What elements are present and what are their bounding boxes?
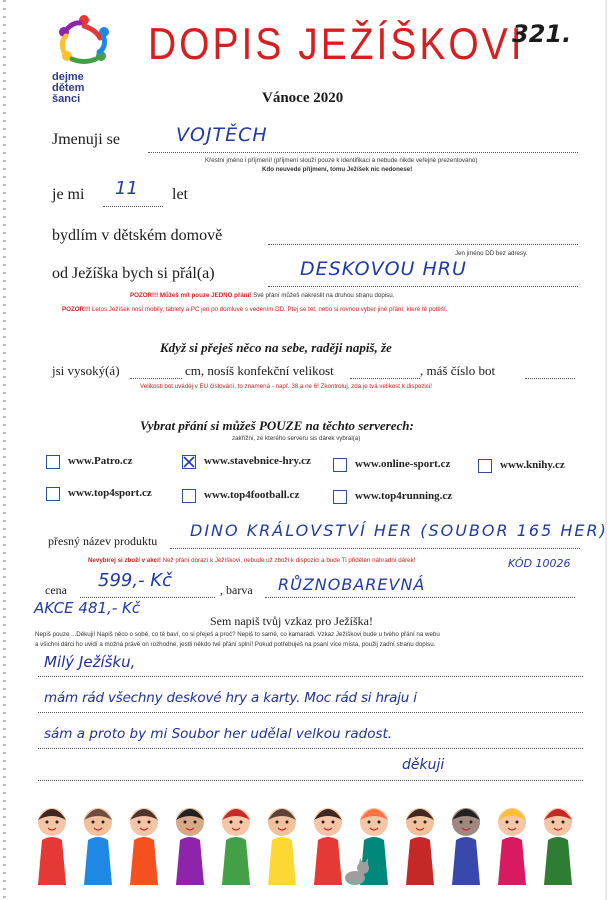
height-label: jsi vysoký(á)	[52, 363, 120, 378]
home-label: bydlím v dětském domově	[52, 227, 223, 244]
wish-line	[268, 286, 578, 287]
logo-figures-icon	[54, 14, 114, 72]
name-warning: Kdo neuvede příjmení, tomu Ježíšek nic nedonese!	[262, 166, 413, 173]
logo	[50, 14, 120, 114]
server-label-4: www.knihy.cz	[500, 459, 565, 471]
logo-line-2: dětem	[52, 82, 85, 94]
stock-warning-bold: Nevybírej si zboží v akci!	[88, 557, 161, 564]
child-figure	[130, 808, 158, 885]
server-label-6: www.top4football.cz	[204, 489, 300, 501]
server-checkbox-5[interactable]	[46, 487, 60, 501]
wish-warning-1	[130, 292, 394, 299]
paper-edge	[605, 0, 607, 900]
server-label-3: www.online-sport.cz	[355, 458, 451, 470]
message-note-1: Nepiš pouze ...Děkuji! Napiš něco o sobě, co tě baví, co si přeješ a proč? Nepiš to samé, co kamarádi. Vzkaz Ježíškovi bude u tvého přání na webu	[35, 631, 440, 638]
page-title: DOPIS JEŽÍŠKOVI	[148, 20, 525, 70]
color-value[interactable]: RŮZNOBAREVNÁ	[278, 575, 426, 594]
age-value[interactable]: 11	[115, 178, 138, 199]
clothes-heading: Když si přeješ něco na sebe, raději napiš, že	[160, 340, 392, 355]
servers-note: zakřížni, ze kterého serveru sis dárek vybral(a)	[232, 435, 361, 442]
wish-warning-1-bold: POZOR!!! Můžeš mít pouze JEDNO přání!	[130, 292, 252, 299]
page-subtitle: Vánoce 2020	[262, 90, 344, 106]
wish-value[interactable]: DESKOVOU HRU	[300, 258, 467, 280]
price-value[interactable]: 599,- Kč	[98, 570, 172, 591]
name-line	[148, 152, 578, 153]
product-line	[170, 548, 580, 549]
message-text-1[interactable]: Milý Ježíšku,	[44, 653, 136, 671]
server-checkbox-4[interactable]	[478, 459, 492, 473]
wish-warning-2	[62, 306, 447, 313]
wish-warning-2-rest: Letos Ježíšek nosí mobily, tablety a PC jen po domluvě s vedením DD. Ptej se tet, nebo si rovnou vyber jiné přání, které tě potěší.	[90, 306, 448, 313]
message-line-4	[38, 780, 583, 781]
message-line-2	[38, 712, 583, 713]
child-figure	[544, 808, 572, 885]
server-label-2: www.stavebnice-hry.cz	[204, 455, 311, 467]
size-line	[350, 378, 420, 379]
message-note-2: a všichni dárci ho uvidí a možná právě on rozhodne, jestli někdo tvé přání splní! Pokud potřebuješ na psaní více místa, použij zadní stranu dopisu.	[35, 641, 436, 648]
stock-warning	[88, 557, 415, 564]
name-label: Jmenuji se	[52, 131, 120, 148]
message-text-3[interactable]: sám a proto by mi Soubor her udělal velkou radost.	[44, 726, 393, 742]
price-line	[80, 597, 215, 598]
product-value[interactable]: DINO KRÁLOVSTVÍ HER (SOUBOR 165 HER)	[190, 521, 608, 540]
price-label: cena	[45, 583, 67, 597]
message-heading: Sem napiš tvůj vzkaz pro Ježíška!	[210, 614, 373, 628]
letter-number: 321.	[512, 20, 572, 48]
clothes-note: Velikosti bot uváděj v EU číslování, to znamená - např. 38 a ne 6! Zkontroluj, zda je tvá velikost k dispozici!	[140, 383, 432, 390]
child-figure	[176, 808, 204, 885]
name-note: Křestní jméno i příjmení! (příjmení slouží pouze k identifikaci a nebude nikde veřejně prezentováno)	[205, 157, 478, 164]
server-checkbox-7[interactable]	[333, 490, 347, 504]
server-label-7: www.top4running.cz	[355, 490, 453, 502]
shoe-line	[525, 378, 575, 379]
server-checkbox-6[interactable]	[182, 489, 196, 503]
child-figure	[314, 808, 342, 885]
child-figure	[222, 808, 250, 885]
message-signature[interactable]: děkuji	[402, 757, 445, 773]
age-label: je mi	[52, 186, 85, 203]
logo-line-3: šanci	[52, 93, 81, 105]
product-label: přesný název produktu	[48, 534, 158, 548]
server-label-1: www.Patro.cz	[68, 455, 133, 467]
child-figure	[452, 808, 480, 885]
home-line	[268, 244, 578, 245]
message-line-3	[38, 748, 583, 749]
stock-warning-rest: Než přání dorazí k Ježíškovi, nebude už zboží k dispozici a bude Ti přidělen náhradní dárek!	[160, 557, 416, 564]
wish-label: od Ježíška bych si přál(a)	[52, 265, 215, 282]
logo-line-1: dejme	[52, 71, 84, 83]
perforation-edge	[3, 0, 6, 900]
height-line	[130, 378, 182, 379]
child-figure	[268, 808, 296, 885]
home-note: Jen jméno DD bez adresy.	[455, 250, 528, 257]
wish-warning-1-rest: Své přání můžeš nakreslit na druhou stranu dopisu.	[251, 292, 395, 299]
color-line	[265, 597, 575, 598]
child-figure	[84, 808, 112, 885]
age-unit: let	[172, 186, 188, 203]
server-checkbox-3[interactable]	[333, 458, 347, 472]
server-label-5: www.top4sport.cz	[68, 487, 152, 499]
server-checkbox-2[interactable]	[182, 455, 196, 469]
server-checkbox-1[interactable]	[46, 455, 60, 469]
color-label: , barva	[220, 583, 253, 597]
child-figure	[38, 808, 66, 885]
children-illustration-icon	[30, 790, 590, 890]
message-text-2[interactable]: mám rád všechny deskové hry a karty. Moc rád si hraju i	[44, 690, 417, 706]
code-value[interactable]: KÓD 10026	[508, 557, 571, 570]
child-figure	[498, 808, 526, 885]
child-figure	[406, 808, 434, 885]
height-unit: cm, nosíš konfekční velikost	[185, 363, 334, 378]
servers-heading: Vybrat přání si můžeš POUZE na těchto serverech:	[140, 418, 414, 433]
sale-value[interactable]: AKCE 481,- Kč	[34, 599, 141, 617]
age-line	[103, 206, 163, 207]
shoe-label: , máš číslo bot	[420, 363, 496, 378]
wish-warning-2-bold: POZOR!!!	[62, 306, 91, 313]
name-value[interactable]: VOJTĚCH	[176, 124, 268, 146]
message-line-1	[38, 676, 583, 677]
check-mark-icon	[182, 455, 196, 469]
